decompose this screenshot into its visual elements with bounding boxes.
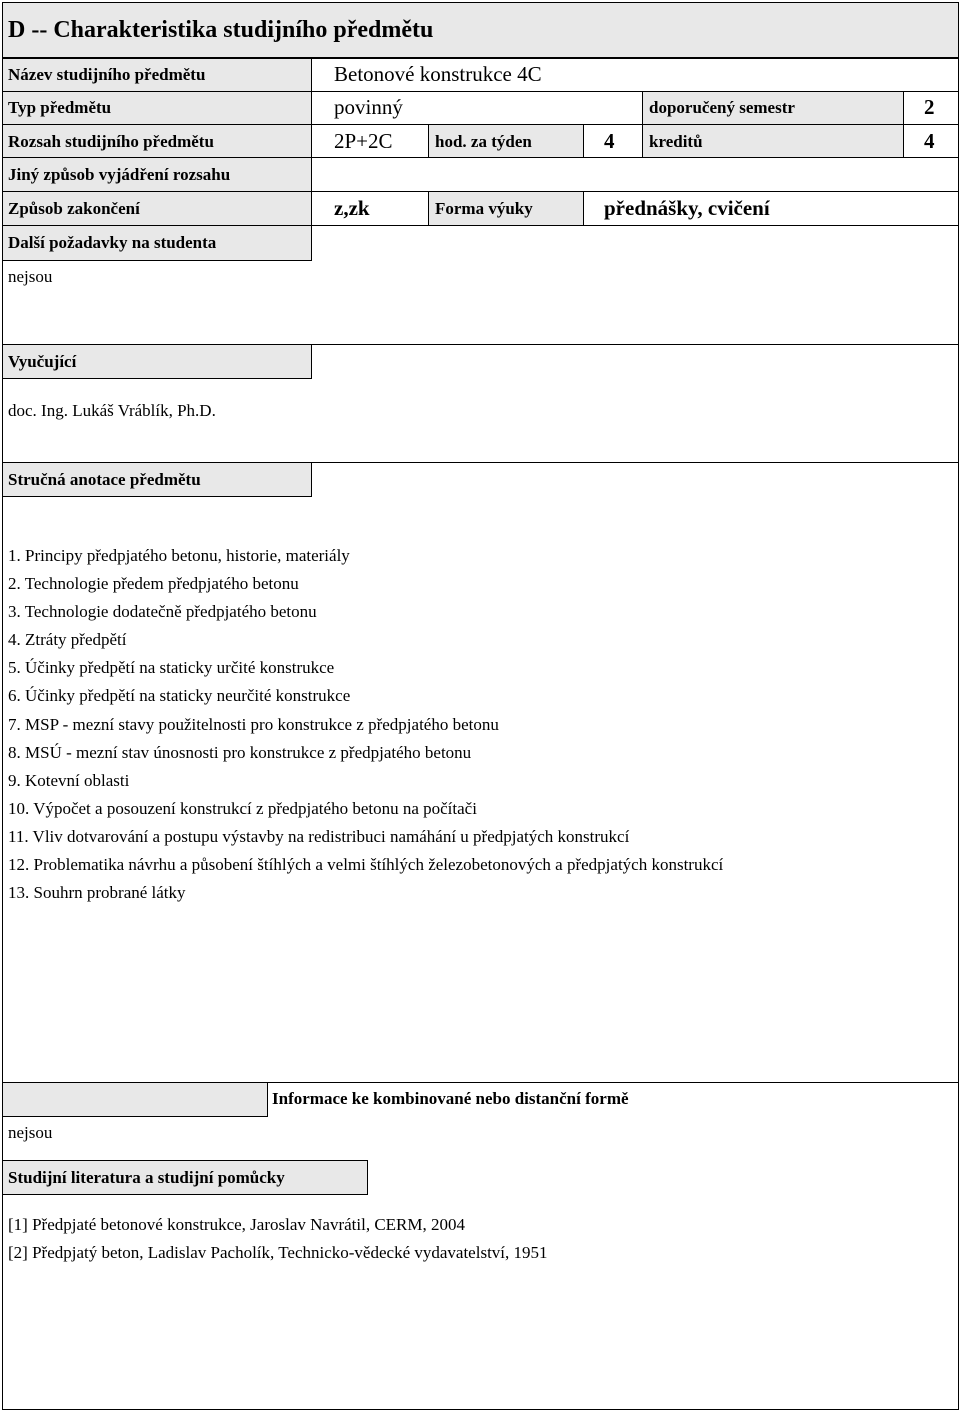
jiny-value-cell: [311, 157, 959, 192]
forma-label: Forma výuky: [435, 199, 533, 218]
anotace-item: 1. Principy předpjatého betonu, historie, materiály: [8, 546, 350, 565]
kombinovana-spacer-cell: [2, 1082, 268, 1117]
pozadavky-label: Další požadavky na studenta: [8, 233, 217, 252]
vyucujici-label: Vyučující: [8, 352, 77, 371]
kredity-label: kreditů: [649, 132, 703, 151]
anotace-label: Stručná anotace předmětu: [8, 470, 201, 489]
jiny-label: Jiný způsob vyjádření rozsahu: [8, 165, 231, 184]
zakonceni-value-cell: [311, 191, 429, 226]
zakonceni-value: z,zk: [334, 196, 370, 220]
anotace-item: 9. Kotevní oblasti: [8, 771, 130, 790]
anotace-item: 6. Účinky předpětí na staticky neurčité konstrukce: [8, 686, 351, 705]
anotace-item: 2. Technologie předem předpjatého betonu: [8, 574, 299, 593]
kombinovana-label: Informace ke kombinované nebo distanční formě: [272, 1089, 629, 1108]
anotace-item: 13. Souhrn probrané látky: [8, 883, 186, 902]
semestr-value: 2: [924, 95, 935, 119]
hod-value: 4: [604, 129, 615, 153]
page-title: D -- Charakteristika studijního předmětu: [8, 17, 434, 43]
anotace-item: 3. Technologie dodatečně předpjatého betonu: [8, 602, 317, 621]
anotace-item: 12. Problematika návrhu a působení štíhlých a velmi štíhlých železobetonových a předpjatých konstrukcí: [8, 855, 724, 874]
semestr-label: doporučený semestr: [649, 98, 795, 117]
anotace-item: 4. Ztráty předpětí: [8, 630, 127, 649]
vyucujici-value: doc. Ing. Lukáš Vráblík, Ph.D.: [8, 401, 216, 420]
nazev-label: Název studijního předmětu: [8, 65, 206, 84]
anotace-item: 11. Vliv dotvarování a postupu výstavby na redistribuci namáhání u předpjatých konstrukcí: [8, 827, 630, 846]
kombinovana-value: nejsou: [8, 1123, 53, 1142]
nazev-value: Betonové konstrukce 4C: [334, 62, 542, 86]
hod-label: hod. za týden: [435, 132, 532, 151]
literatura-item: [2] Předpjatý beton, Ladislav Pacholík, Technicko-vědecké vydavatelství, 1951: [8, 1243, 548, 1262]
typ-label: Typ předmětu: [8, 98, 112, 117]
anotace-item: 8. MSÚ - mezní stav únosnosti pro konstrukce z předpjatého betonu: [8, 743, 472, 762]
anotace-item: 7. MSP - mezní stavy použitelnosti pro konstrukce z předpjatého betonu: [8, 715, 499, 734]
forma-value: přednášky, cvičení: [604, 196, 770, 220]
rozsah-label: Rozsah studijního předmětu: [8, 132, 214, 151]
zakonceni-label: Způsob zakončení: [8, 199, 140, 218]
literatura-item: [1] Předpjaté betonové konstrukce, Jaroslav Navrátil, CERM, 2004: [8, 1215, 466, 1234]
pozadavky-value: nejsou: [8, 267, 53, 286]
kredity-value: 4: [924, 129, 935, 153]
literatura-label: Studijní literatura a studijní pomůcky: [8, 1168, 285, 1187]
typ-value: povinný: [334, 95, 403, 119]
anotace-item: 5. Účinky předpětí na staticky určité konstrukce: [8, 658, 335, 677]
anotace-item: 10. Výpočet a posouzení konstrukcí z předpjatého betonu na počítači: [8, 799, 477, 818]
rozsah-value: 2P+2C: [334, 129, 393, 153]
